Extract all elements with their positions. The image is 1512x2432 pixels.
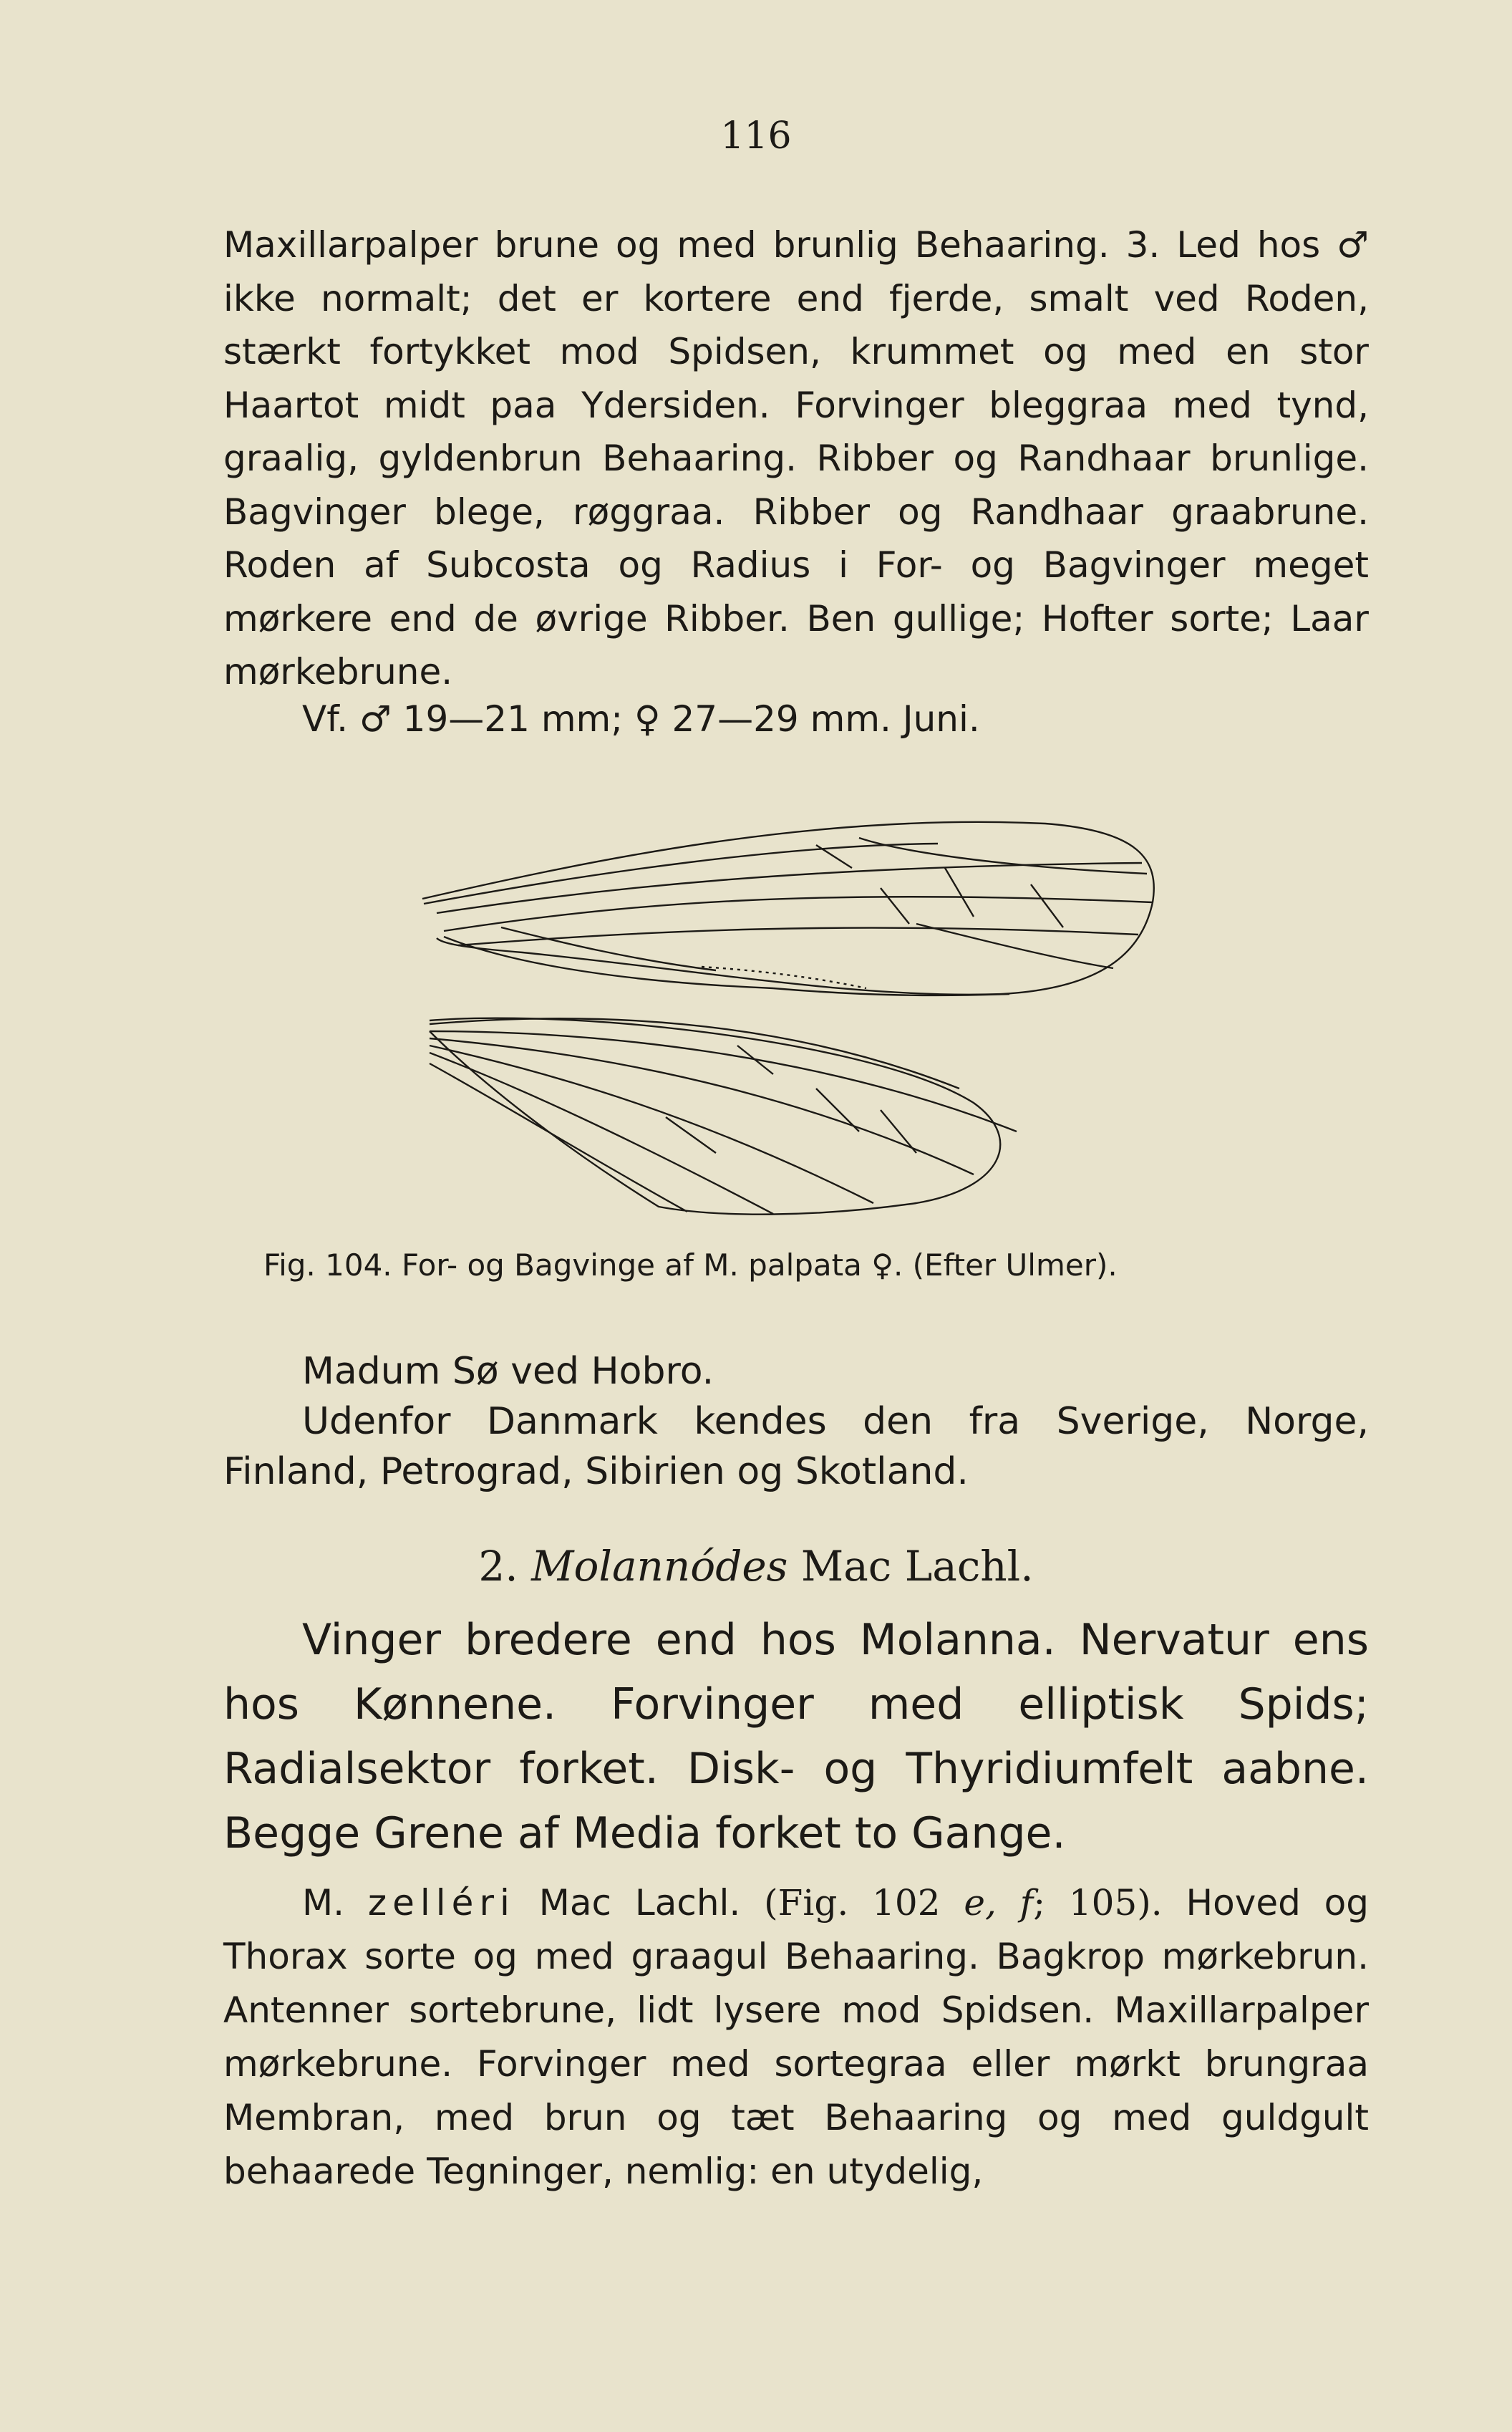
forewing-vein [437, 863, 1142, 913]
species-ref-close: ; 105). [1033, 1882, 1163, 1924]
forewing-vein [816, 845, 1063, 927]
figure-caption: Fig. 104. For- og Bagvinge af M. palpata ♀. (Efter Ulmer). [263, 1248, 1118, 1283]
locality-block [223, 1346, 1369, 1497]
wing-figure [415, 816, 1174, 1217]
heading-genus: Molannódes [531, 1542, 788, 1591]
species-paragraph [223, 1876, 1369, 2199]
heading-author: Mac Lachl. [800, 1542, 1034, 1591]
forewing-outline [422, 822, 1154, 995]
species-ref-italic: e, f [964, 1882, 1034, 1924]
species-author: Mac Lachl. [538, 1882, 741, 1924]
description-text: Maxillarpalper brune og med brunlig Behaaring. 3. Led hos ♂ ikke normalt; det er kortere end fjerde, smalt ved Roden, stærkt fortykket mod Spidsen, krummet og med en stor Haartot midt paa Ydersiden. Forvinger bleggraa med tynd, graalig, gyldenbrun Behaaring. Ribber og Randhaar brunlige. Bagvinger blege, røggraa. Ribber og Randhaar graabrune. Roden af Subcosta og Radius i For- og Bagvinger meget mørkere end de øvrige Ribber. Ben gullige; Hofter sorte; Laar mørkebrune. [223, 224, 1369, 693]
forewing-vein [501, 927, 716, 970]
forewing-vein [859, 838, 1147, 874]
page-number: 116 [720, 115, 792, 158]
locality-text: Madum Sø ved Hobro. [302, 1350, 714, 1393]
species-ref-open: (Fig. 102 [764, 1882, 941, 1924]
species-prefix: M. [302, 1882, 345, 1924]
hindwing-vein [430, 1038, 974, 1174]
forewing-vein [424, 844, 938, 904]
genus-heading [0, 1542, 1512, 1591]
hindwing-vein [430, 1018, 959, 1089]
hindwing-vein [430, 1053, 773, 1214]
forewing-vein [444, 897, 1153, 931]
distribution-text: Udenfor Danmark kendes den fra Sverige, Norge, Finland, Petrograd, Sibirien og Skotland. [223, 1400, 1369, 1493]
species-name: zelléri [367, 1882, 515, 1924]
hindwing-vein [430, 1063, 687, 1212]
species-description: Hoved og Thorax sorte og med graagul Behaaring. Bagkrop mørkebrun. Antenner sortebrune, lidt lysere mod Spidsen. Maxillarpalper mørkebrune. Forvinger med sortegraa eller mørkt brungraa Membran, med brun og tæt Behaaring og med guldgult behaarede Tegninger, nemlig: en utydelig, [223, 1882, 1369, 2192]
measurements: Vf. ♂ 19—21 mm; ♀ 27—29 mm. Juni. [302, 698, 980, 740]
description-paragraph [223, 218, 1369, 699]
species-entry [223, 1876, 1369, 2199]
forewing-vein [458, 928, 1138, 945]
heading-number: 2. [478, 1542, 518, 1591]
diagnosis-text: Vinger bredere end hos Molanna. Nervatur ens hos Kønnene. Forvinger med elliptisk Spids; Radialsektor forket. Disk- og Thyridiumfelt aabne. Begge Grene af Media forket to Gange. [223, 1615, 1369, 1858]
genus-diagnosis [223, 1608, 1369, 1866]
